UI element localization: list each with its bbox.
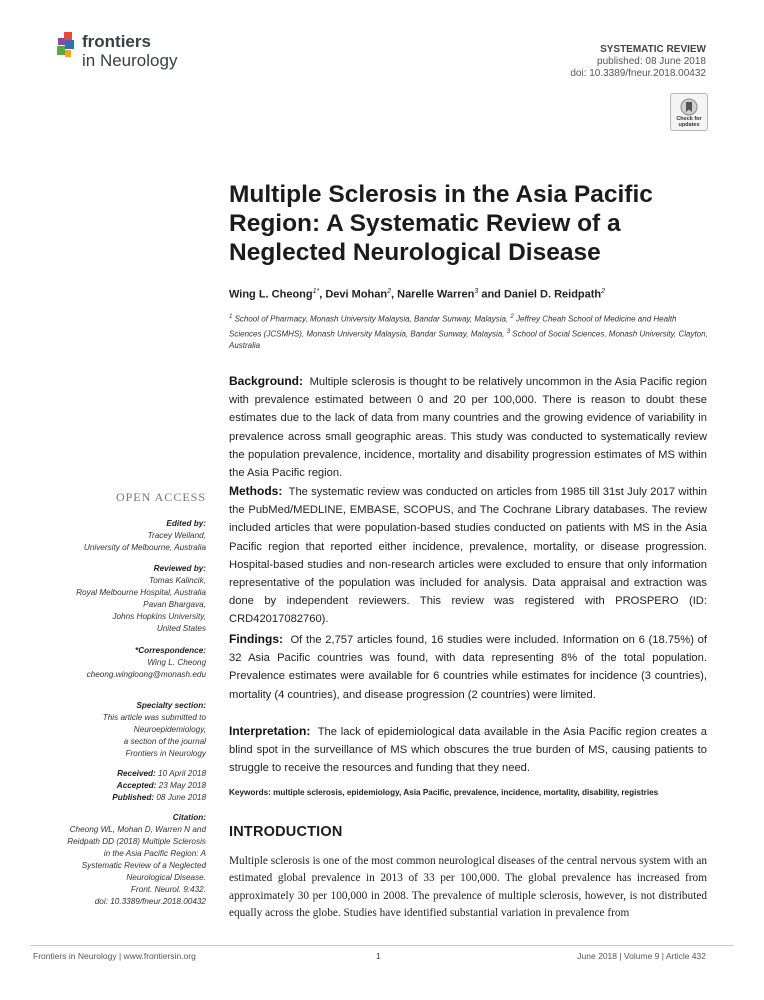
check-for-updates-button[interactable] [670, 93, 708, 131]
citation-line: Neurological Disease. [126, 873, 206, 882]
reviewer-line: Johns Hopkins University, [112, 612, 206, 621]
specialty-line: a section of the journal [123, 737, 206, 746]
published-date-sidebar [50, 792, 206, 804]
author-name[interactable]: Devi Mohan [325, 288, 388, 301]
author-affiliation-mark: 1* [312, 288, 320, 295]
reviewed-by-block [50, 563, 206, 635]
received-label: Received: [117, 769, 156, 778]
abstract-section-text: The systematic review was conducted on articles from 1985 till 31st July 2017 within the PubMed/MEDLINE, EMBASE, SCOPUS, and The Cochrane Library databases. The review included articles that were population-based studies conducted on patients with MS in the Asia Pacific region that reported either incidence, prevalence, mortality, or disease progression. Hospital-based studies and non-research articles were excluded to ensure that only information representative of the population was included for analysis. Data appraisal and extraction was done by independent reviewers. This review was registered with PROSPERO (ID: CRD42017082760). [229, 486, 707, 626]
author-name[interactable]: Wing L. Cheong [229, 288, 313, 301]
citation-line: Systematic Review of a Neglected [81, 861, 206, 870]
specialty-section-block [50, 700, 206, 760]
reviewer-line[interactable]: Pavan Bhargava, [143, 600, 206, 609]
citation-doi[interactable]: doi: 10.3389/fneur.2018.00432 [94, 897, 206, 906]
abstract-background [229, 372, 707, 482]
keywords: Keywords: multiple sclerosis, epidemiology, Asia Pacific, prevalence, incidence, mortality, disability, registries [229, 788, 659, 797]
edited-by-block [50, 518, 206, 554]
author-affiliation-mark: 2 [387, 288, 391, 295]
citation-line: in the Asia Pacific Region: A [103, 849, 206, 858]
affiliation-mark: 2 [510, 314, 514, 320]
footer-issue-info: June 2018 | Volume 9 | Article 432 [577, 951, 706, 961]
accepted-date [50, 780, 206, 792]
abstract-section-text: Of the 2,757 articles found, 16 studies were included. Information on 6 (18.75%) of 32 Asia Pacific countries was found, with data representing 8% of the total population. Prevalence estimates were available for 6 countries while estimates for incidence (3 countries), mortality (4 countries), and disease progression (2 countries) were limited. [229, 634, 707, 701]
citation-line: Cheong WL, Mohan D, Warren N and [69, 825, 206, 834]
specialty-line: Neuroepidemiology, [133, 725, 206, 734]
citation-label: Citation: [172, 813, 206, 822]
doi-link[interactable]: doi: 10.3389/fneur.2018.00432 [570, 68, 706, 79]
article-type: SYSTEMATIC REVIEW [600, 44, 706, 55]
citation-block [50, 812, 206, 908]
check-for-updates-label: Check for updates [676, 116, 702, 128]
abstract-section-text: Multiple sclerosis is thought to be relatively uncommon in the Asia Pacific region with prevalence estimated between 0 and 20 per 100,000. There is reason to doubt these estimates due to the lack of data from many countries and the growing evidence of variability in prevalence across small geographic areas. This study was conducted to systematically review the population prevalence, incidence, mortality and disability progression estimates of MS within the Asia Pacific region. [229, 376, 708, 480]
specialty-section-label: Specialty section: [136, 701, 206, 710]
affiliation-text: School of Social Sciences, Monash University, Clayton, Australia [229, 329, 708, 351]
accepted-value: 23 May 2018 [158, 781, 206, 790]
received-date [50, 768, 206, 780]
published-date: published: 08 June 2018 [597, 56, 706, 67]
logo-journal: in Neurology [82, 51, 178, 70]
abstract-section-label: Background: [229, 374, 304, 388]
author-affiliation-mark: 3 [474, 288, 479, 295]
reviewer-line: United States [156, 624, 206, 633]
edited-by-label: Edited by: [166, 519, 206, 528]
correspondence-email[interactable]: cheong.wingloong@monash.edu [86, 670, 206, 679]
correspondence-block [50, 645, 206, 681]
correspondence-label: *Correspondence: [135, 646, 206, 655]
affiliation-mark: 3 [506, 328, 511, 335]
reviewer-line[interactable]: Tomas Kalincik, [148, 576, 206, 585]
dates-block [50, 768, 206, 804]
citation-line: Front. Neurol. 9:432. [130, 885, 206, 894]
page-number: 1 [376, 951, 381, 961]
affiliation-text: Jeffrey Cheah School of Medicine and Health Sciences (JCSMHS), Monash University Malaysia, Bandar Sunway, Malaysia, [229, 314, 677, 339]
citation-line: Reidpath DD (2018) Multiple Sclerosis [67, 837, 206, 846]
footer-divider [30, 945, 734, 946]
section-heading-introduction: INTRODUCTION [229, 824, 343, 840]
abstract-findings [229, 630, 707, 704]
editor-line[interactable]: Tracey Weiland, [147, 531, 206, 540]
author-list [229, 288, 709, 301]
accepted-label: Accepted: [116, 781, 157, 790]
abstract-section-text: The lack of epidemiological data available in the Asia Pacific region creates a blind spot in the surveillance of MS which obscures the true burden of MS, causing patients to struggle to receive the resources and funding that they need. [229, 726, 708, 775]
affiliations [229, 311, 709, 352]
abstract-section-label: Methods: [229, 484, 283, 498]
correspondence-name: Wing L. Cheong [147, 658, 206, 667]
reviewer-line: Royal Melbourne Hospital, Australia [76, 588, 206, 597]
author-name[interactable]: Daniel D. Reidpath [503, 288, 602, 301]
author-affiliation-mark: 2 [601, 288, 606, 295]
frontiers-logo-icon [55, 32, 77, 58]
author-separator: and [478, 288, 504, 301]
published-value: 08 June 2018 [156, 793, 206, 802]
affiliation-text: School of Pharmacy, Monash University Malaysia, Bandar Sunway, Malaysia, [232, 314, 511, 324]
bookmark-refresh-icon [680, 98, 698, 116]
abstract-section-label: Interpretation: [229, 724, 311, 738]
received-value: 10 April 2018 [158, 769, 206, 778]
article-title: Multiple Sclerosis in the Asia Pacific Region: A Systematic Review of a Neglected Neurological Disease [229, 181, 653, 266]
article-header [570, 44, 706, 80]
specialty-line: Frontiers in Neurology [125, 749, 206, 758]
frontiers-logo[interactable] [55, 30, 205, 78]
introduction-paragraph: Multiple sclerosis is one of the most common neurological diseases of the central nervous system with an estimated global prevalence in 2013 of 33 per 100,000. The global prevalence has increased from approximately 30 per 100,000 in 2008. The prevalence of multiple sclerosis, however, is not distributed equally across the globe. Studies have identified substantial variation in prevalence from [229, 855, 707, 919]
author-name[interactable]: Narelle Warren [397, 288, 475, 301]
affiliation-mark: 1 [229, 314, 233, 320]
reviewed-by-label: Reviewed by: [153, 564, 206, 573]
specialty-line: This article was submitted to [102, 713, 206, 722]
logo-brand: frontiers [82, 32, 151, 51]
footer-journal-link[interactable]: Frontiers in Neurology | www.frontiersin.org [33, 951, 196, 961]
author-separator: , [319, 288, 326, 301]
abstract-section-label: Findings: [229, 632, 283, 646]
editor-line: University of Melbourne, Australia [83, 543, 206, 552]
published-label: Published: [112, 793, 155, 802]
open-access-label: OPEN ACCESS [115, 490, 206, 504]
abstract-methods [229, 482, 707, 629]
abstract-interpretation [229, 722, 707, 778]
author-separator: , [391, 288, 398, 301]
